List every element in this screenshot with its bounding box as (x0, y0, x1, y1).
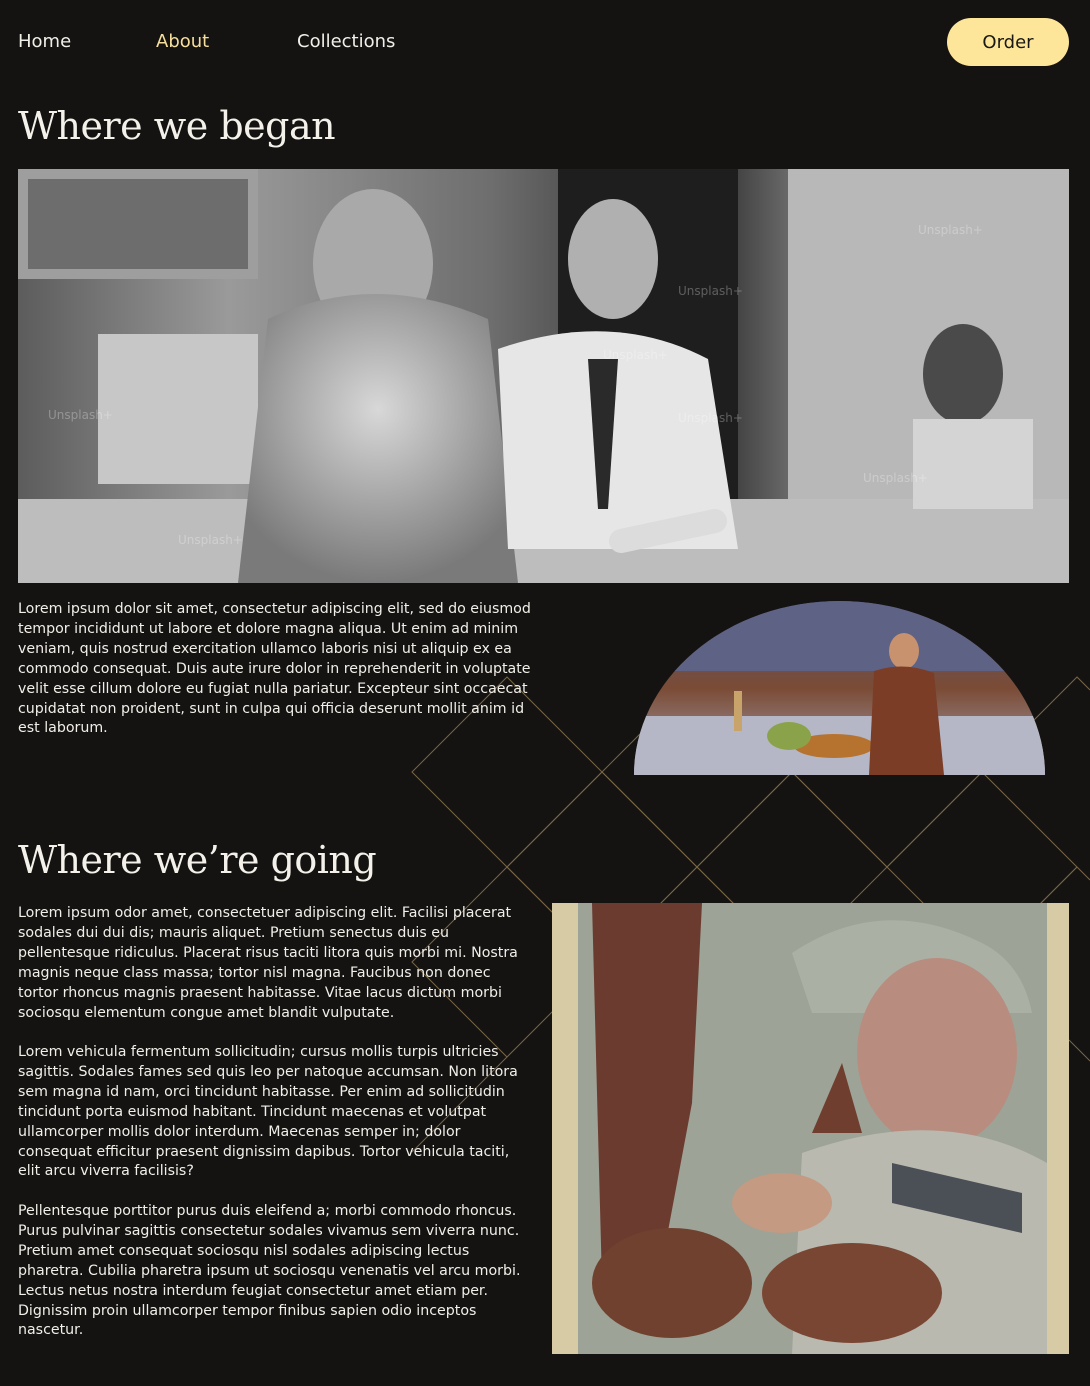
order-button[interactable]: Order (947, 18, 1069, 66)
section-began-body: Lorem ipsum dolor sit amet, consectetur adipiscing elit, sed do eiusmod tempor incididunt ut labore et dolore magna aliqua. Ut enim ad minim veniam, quis nostrud exercitation ullamco laboris nisi ut aliquip ex ea commodo consequat. Duis aute irure dolor in reprehenderit in voluptate velit esse cillum dolore eu fugiat nulla pariatur. Excepteur sint occaecat cupidatat non proident, sunt in culpa qui officia deserunt mollit anim id est laborum. (18, 601, 531, 737)
watermark-text: Unsplash+ (678, 284, 743, 298)
section-going-paragraph: Lorem ipsum odor amet, consectetuer adipiscing elit. Facilisi placerat sodales dui dui dis; mauris aliquet. Pretium senectus duis eu pellentesque ridiculus. Placerat risus taciti litora quis morbi mi. Nostra magnis neque class massa; tortor nisl magna. Faucibus non donec tortor rhoncus magnis praesent habitasse. Vitae lacus dictum morbi sociosqu elementum congue amet blandit vulputate. (18, 905, 518, 1021)
kitchen-arch-photo (634, 601, 1045, 775)
watermark-text: Unsplash+ (918, 223, 983, 237)
nav-home-link[interactable]: Home (18, 31, 72, 52)
watermark-text: Unsplash+ (48, 408, 113, 422)
nav-about-link[interactable]: About (156, 31, 210, 52)
top-nav (0, 0, 1090, 84)
watermark-text: Unsplash+ (603, 348, 668, 362)
watermark-text: Unsplash+ (863, 471, 928, 485)
watermark-text: Unsplash+ (178, 533, 243, 547)
hero-photo (18, 169, 1069, 583)
section-going-title: Where we’re going (18, 838, 377, 882)
nav-collections-link[interactable]: Collections (297, 31, 396, 52)
chocolate-bunnies-photo (552, 903, 1069, 1354)
section-going-paragraph: Pellentesque porttitor purus duis eleifend a; morbi commodo rhoncus. Purus pulvinar sagittis consectetur sodales vivamus sem viverra nunc. Pretium amet consequat sociosqu nisl sodales adipiscing lectus pharetra. Cubilia pharetra ipsum ut sociosqu venenatis vel arcu morbi. Lectus netus nostra interdum feugiat consectetur amet etiam per. Dignissim proin ullamcorper tempor finibus sapien odio inceptos nascetur. (18, 1203, 521, 1339)
watermark-text: Unsplash+ (678, 411, 743, 425)
section-began-title: Where we began (18, 104, 336, 148)
section-going-paragraph: Lorem vehicula fermentum sollicitudin; cursus mollis turpis ultricies sagittis. Sodales fames sed quis leo per natoque accumsan. Non litora sem magna id nam, orci tincidunt habitasse. Per enim ad sollicitudin tincidunt porta euismod habitant. Tincidunt maecenas et volutpat ullamcorper mollis dolor interdum. Maecenas semper in; dolor consequat efficitur praesent dignissim dapibus. Tortor vehicula taciti, elit arcu viverra facilisis? (18, 1044, 518, 1180)
